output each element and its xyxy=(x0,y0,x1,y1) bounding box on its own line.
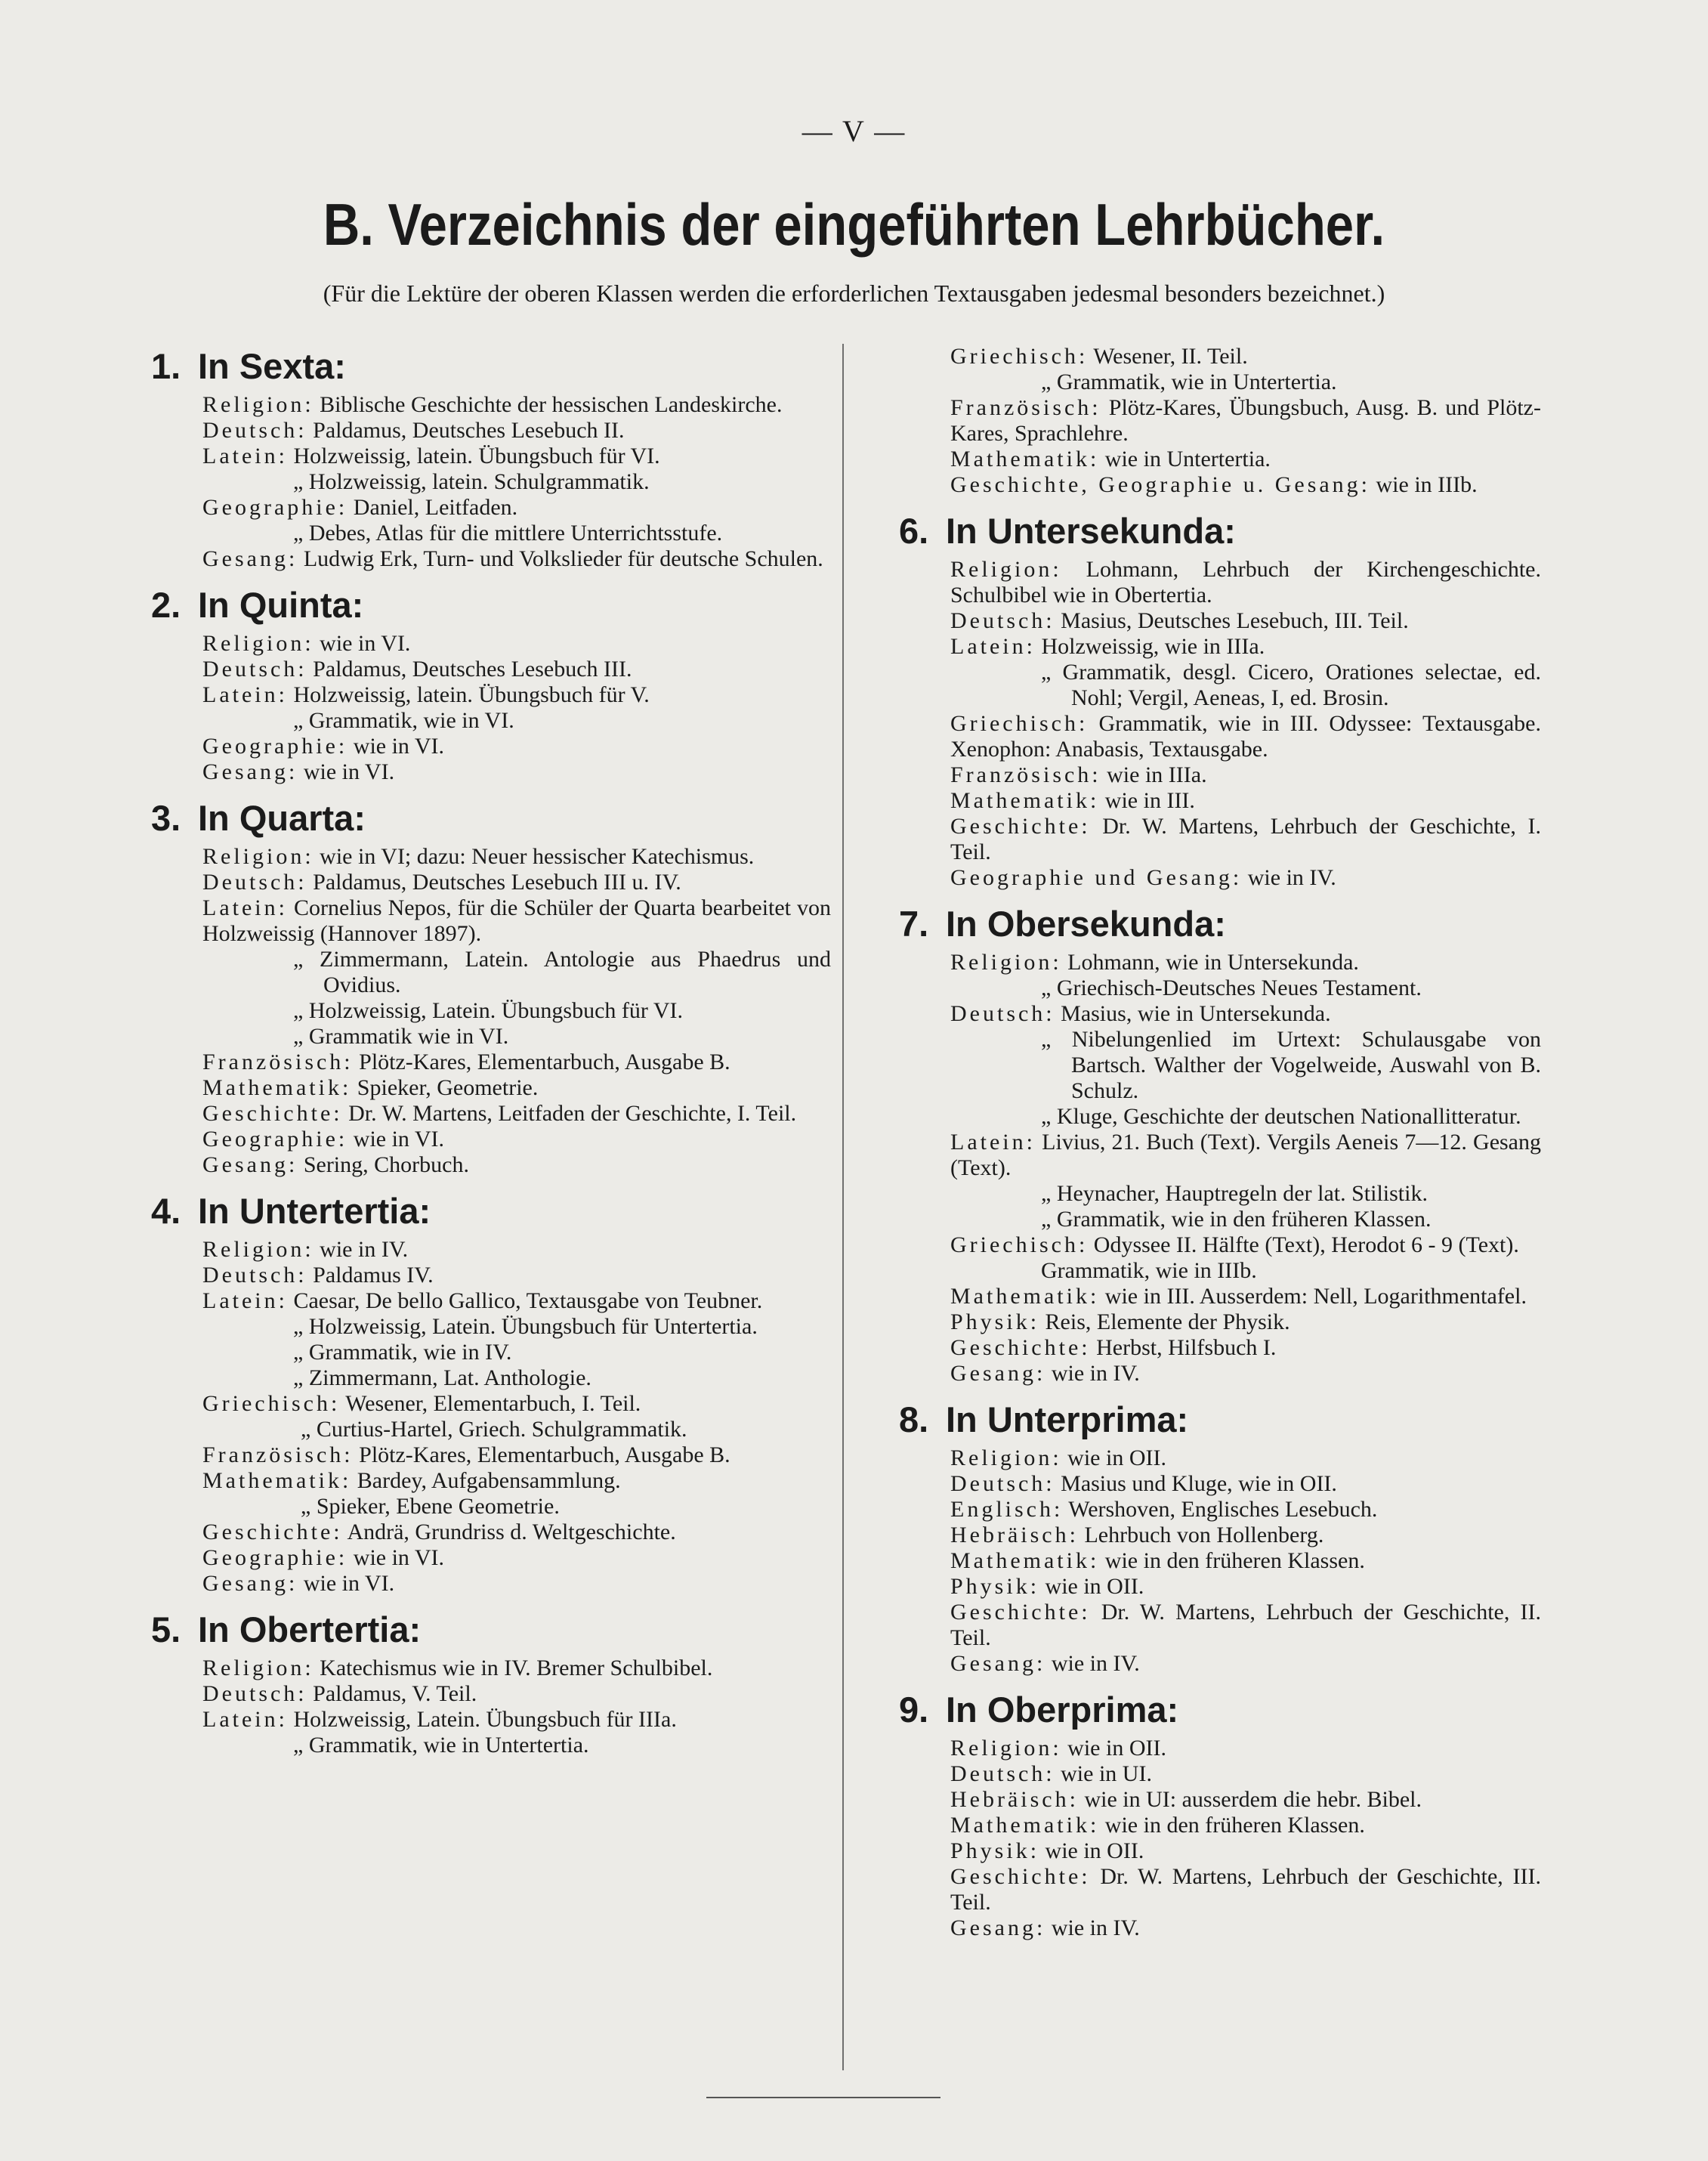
textbook-text: wie in IIIb. xyxy=(1370,472,1478,497)
textbook-text: wie in IV. xyxy=(1045,1651,1140,1676)
textbook-entry xyxy=(202,1468,831,1494)
textbook-text: „ Griechisch-Deutsches Neues Testament. xyxy=(1041,975,1422,1000)
section-number: 6. xyxy=(899,511,929,551)
textbook-entry xyxy=(202,895,831,947)
textbook-text: Cornelius Nepos, für die Schüler der Quarta bearbeitet von Holzweissig (Hannover 1897). xyxy=(202,895,831,946)
subject-label: Religion: xyxy=(202,844,314,869)
textbook-text: wie in OII. xyxy=(1061,1445,1166,1470)
subject-label: Religion: xyxy=(950,557,1062,582)
subject-label: Griechisch: xyxy=(950,344,1089,369)
textbook-entry xyxy=(202,682,831,708)
section-title: In Oberprima: xyxy=(946,1690,1179,1730)
subject-label: Geschichte: xyxy=(950,814,1091,839)
textbook-entry xyxy=(202,418,831,444)
class-section xyxy=(899,509,1541,891)
textbook-entry xyxy=(202,1288,831,1314)
class-section xyxy=(899,1687,1541,1941)
textbook-entry xyxy=(950,1130,1541,1181)
textbook-text: Dr. W. Martens, Lehrbuch der Geschichte, I. Teil. xyxy=(950,814,1541,864)
textbook-text: Holzweissig, latein. Übungsbuch für V. xyxy=(287,682,650,707)
textbook-entry xyxy=(950,762,1541,788)
textbook-text: Paldamus IV. xyxy=(307,1263,434,1288)
textbook-text: wie in OII. xyxy=(1039,1574,1144,1599)
subject-label: Physik: xyxy=(950,1309,1040,1334)
textbook-text: „ Grammatik wie in VI. xyxy=(293,1024,509,1049)
section-heading xyxy=(899,509,1541,554)
textbook-entry xyxy=(950,1181,1541,1207)
textbook-text: Herbst, Hilfsbuch I. xyxy=(1090,1335,1277,1360)
textbook-text: „ Grammatik, wie in Untertertia. xyxy=(1041,369,1337,394)
textbook-text: „ Grammatik, wie in VI. xyxy=(293,708,514,733)
textbook-entry xyxy=(950,1813,1541,1838)
textbook-entry xyxy=(950,369,1541,395)
textbook-text: Spieker, Geometrie. xyxy=(351,1075,539,1100)
textbook-entry xyxy=(950,1471,1541,1497)
subject-label: Mathematik: xyxy=(202,1468,352,1493)
subject-label: Mathematik: xyxy=(202,1075,352,1100)
textbook-entry xyxy=(950,1548,1541,1574)
class-section xyxy=(151,344,831,572)
section-title: In Untersekunda: xyxy=(946,511,1236,551)
textbook-entry xyxy=(950,608,1541,634)
column-divider xyxy=(842,344,844,2070)
textbook-entry xyxy=(202,998,831,1024)
textbook-entry xyxy=(950,1497,1541,1523)
subject-label: Französisch: xyxy=(202,1442,354,1467)
textbook-text: „ Nibelungenlied im Urtext: Schulausgabe von Bartsch. Walther der Vogelweide, Auswahl von B. Schulz. xyxy=(1041,1027,1541,1103)
subject-label: Religion: xyxy=(202,631,314,656)
textbook-entry xyxy=(950,1445,1541,1471)
textbook-entry xyxy=(202,1681,831,1707)
textbook-text: „ Holzweissig, Latein. Übungsbuch für VI. xyxy=(293,998,684,1023)
subject-label: Gesang: xyxy=(950,1361,1046,1386)
textbook-text: wie in Untertertia. xyxy=(1099,447,1271,471)
textbook-entry xyxy=(202,759,831,785)
textbook-text: „ Grammatik, wie in den früheren Klassen. xyxy=(1041,1207,1432,1232)
textbook-entry xyxy=(202,1263,831,1288)
textbook-list xyxy=(151,1237,831,1597)
textbook-entry xyxy=(202,1075,831,1101)
textbook-entry xyxy=(202,1707,831,1733)
textbook-list xyxy=(151,844,831,1178)
textbook-entry xyxy=(202,734,831,759)
textbook-entry xyxy=(950,1523,1541,1548)
textbook-text: „ Zimmermann, Lat. Anthologie. xyxy=(293,1365,591,1390)
textbook-text: wie in IV. xyxy=(1242,865,1336,890)
textbook-list xyxy=(899,950,1541,1387)
textbook-text: Grammatik, wie in IIIb. xyxy=(1041,1258,1257,1283)
section-heading xyxy=(899,901,1541,947)
textbook-list xyxy=(151,392,831,572)
section-title: In Sexta: xyxy=(198,346,346,386)
textbook-entry xyxy=(950,1361,1541,1387)
textbook-entry xyxy=(950,1915,1541,1941)
textbook-list xyxy=(899,344,1541,498)
class-section xyxy=(899,1397,1541,1677)
textbook-text: Grammatik, wie in III. Odyssee: Textausgabe. Xenophon: Anabasis, Textausgabe. xyxy=(950,711,1541,762)
section-title: In Obertertia: xyxy=(198,1609,422,1649)
subject-label: Deutsch: xyxy=(950,1471,1055,1496)
textbook-text: wie in VI; dazu: Neuer hessischer Katechismus. xyxy=(313,844,755,869)
subject-label: Mathematik: xyxy=(950,1548,1100,1573)
textbook-entry xyxy=(950,865,1541,891)
section-number: 1. xyxy=(151,346,181,386)
textbook-text: Plötz-Kares, Übungsbuch, Ausg. B. und Plötz-Kares, Sprachlehre. xyxy=(950,395,1541,446)
textbook-entry xyxy=(202,1024,831,1050)
section-heading xyxy=(899,1687,1541,1733)
subject-label: Religion: xyxy=(950,1736,1062,1761)
subject-label: Geschichte: xyxy=(950,1600,1091,1625)
textbook-text: Odyssee II. Hälfte (Text), Herodot 6 - 9 (Text). xyxy=(1088,1232,1519,1257)
left-column xyxy=(151,344,831,1769)
textbook-text: wie in III. Ausserdem: Nell, Logarithmentafel. xyxy=(1099,1284,1527,1309)
textbook-entry xyxy=(950,1258,1541,1284)
subject-label: Geographie: xyxy=(202,495,348,520)
section-title: In Unterprima: xyxy=(946,1399,1189,1439)
subject-label: Geschichte: xyxy=(950,1335,1091,1360)
textbook-text: wie in den früheren Klassen. xyxy=(1099,1813,1365,1838)
section-heading xyxy=(151,1607,831,1652)
subject-label: Geographie: xyxy=(202,1545,348,1570)
textbook-entry xyxy=(950,660,1541,711)
textbook-entry xyxy=(202,631,831,657)
section-heading xyxy=(899,1397,1541,1442)
subject-label: Deutsch: xyxy=(202,1263,307,1288)
textbook-entry xyxy=(950,1864,1541,1915)
textbook-entry xyxy=(202,1442,831,1468)
subject-label: Französisch: xyxy=(950,762,1101,787)
section-title: In Quinta: xyxy=(198,585,364,625)
textbook-text: wie in VI. xyxy=(313,631,411,656)
subject-label: Religion: xyxy=(950,950,1062,975)
textbook-text: Dr. W. Martens, Lehrbuch der Geschichte, III. Teil. xyxy=(950,1864,1541,1915)
textbook-text: Holzweissig, Latein. Übungsbuch für IIIa. xyxy=(287,1707,677,1732)
textbook-entry xyxy=(950,472,1541,498)
subject-label: Geographie: xyxy=(202,734,348,759)
class-section xyxy=(151,1189,831,1597)
subject-label: Deutsch: xyxy=(202,657,307,682)
subject-label: Griechisch: xyxy=(202,1391,341,1416)
textbook-text: wie in UI. xyxy=(1055,1761,1152,1786)
textbook-text: Dr. W. Martens, Leitfaden der Geschichte, I. Teil. xyxy=(342,1101,797,1126)
textbook-list xyxy=(899,557,1541,891)
textbook-entry xyxy=(202,1340,831,1365)
subject-label: Gesang: xyxy=(202,546,298,571)
textbook-list xyxy=(899,1736,1541,1941)
textbook-text: Holzweissig, latein. Übungsbuch für VI. xyxy=(287,444,660,468)
textbook-entry xyxy=(950,1736,1541,1761)
textbook-entry xyxy=(202,1050,831,1075)
right-column xyxy=(899,344,1541,1952)
class-section xyxy=(899,901,1541,1387)
subject-label: Englisch: xyxy=(950,1497,1064,1522)
textbook-entry xyxy=(202,469,831,495)
subject-label: Hebräisch: xyxy=(950,1787,1079,1812)
textbook-entry xyxy=(202,844,831,870)
textbook-entry xyxy=(950,1600,1541,1651)
textbook-text: „ Grammatik, desgl. Cicero, Orationes selectae, ed. Nohl; Vergil, Aeneas, I, ed. Brosin. xyxy=(1041,660,1541,710)
textbook-text: Andrä, Grundriss d. Weltgeschichte. xyxy=(342,1520,676,1544)
textbook-text: „ Spieker, Ebene Geometrie. xyxy=(301,1494,560,1519)
subject-label: Geschichte: xyxy=(950,1864,1091,1889)
subject-label: Latein: xyxy=(950,634,1036,659)
textbook-text: Paldamus, V. Teil. xyxy=(307,1681,477,1706)
subject-label: Gesang: xyxy=(202,1152,298,1177)
subject-label: Religion: xyxy=(950,1445,1062,1470)
textbook-entry xyxy=(950,1207,1541,1232)
class-section xyxy=(151,796,831,1178)
section-number: 9. xyxy=(899,1690,929,1730)
textbook-text: Paldamus, Deutsches Lesebuch II. xyxy=(307,418,625,443)
textbook-entry xyxy=(950,975,1541,1001)
textbook-text: Plötz-Kares, Elementarbuch, Ausgabe B. xyxy=(353,1442,730,1467)
subject-label: Latein: xyxy=(202,895,288,920)
document-subtitle: (Für die Lektüre der oberen Klassen werden die erforderlichen Textausgaben jedesmal besonders bezeichnet.) xyxy=(323,280,1385,307)
textbook-entry xyxy=(950,1104,1541,1130)
section-number: 7. xyxy=(899,904,929,944)
textbook-text: wie in VI. xyxy=(347,1127,445,1152)
textbook-text: wie in VI. xyxy=(347,734,445,759)
subject-label: Deutsch: xyxy=(202,418,307,443)
textbook-entry xyxy=(950,1232,1541,1258)
textbook-entry xyxy=(202,1101,831,1127)
subject-label: Gesang: xyxy=(202,759,298,784)
textbook-text: „ Grammatik, wie in IV. xyxy=(293,1340,512,1365)
subject-label: Latein: xyxy=(202,1288,288,1313)
textbook-entry xyxy=(202,870,831,895)
textbook-entry xyxy=(950,447,1541,472)
subject-label: Latein: xyxy=(202,682,288,707)
textbook-entry xyxy=(950,1309,1541,1335)
textbook-list xyxy=(151,1656,831,1758)
textbook-text: Reis, Elemente der Physik. xyxy=(1039,1309,1290,1334)
textbook-text: wie in IIIa. xyxy=(1101,762,1207,787)
subject-label: Deutsch: xyxy=(950,1001,1055,1026)
textbook-entry xyxy=(950,344,1541,369)
textbook-entry xyxy=(950,1284,1541,1309)
textbook-entry xyxy=(202,657,831,682)
subject-label: Griechisch: xyxy=(950,1232,1089,1257)
textbook-text: wie in VI. xyxy=(347,1545,445,1570)
textbook-text: Bardey, Aufgabensammlung. xyxy=(351,1468,621,1493)
textbook-entry xyxy=(202,1314,831,1340)
textbook-entry xyxy=(950,1838,1541,1864)
document-title: B. Verzeichnis der eingeführten Lehrbücher. xyxy=(323,191,1385,258)
textbook-entry xyxy=(950,557,1541,608)
textbook-entry xyxy=(950,395,1541,447)
class-section xyxy=(151,1607,831,1758)
subject-label: Gesang: xyxy=(950,1651,1046,1676)
textbook-entry xyxy=(202,1545,831,1571)
subject-label: Deutsch: xyxy=(950,608,1055,633)
textbook-entry xyxy=(950,1027,1541,1104)
subject-label: Hebräisch: xyxy=(950,1523,1079,1547)
textbook-text: Wesener, II. Teil. xyxy=(1088,344,1248,369)
subject-label: Physik: xyxy=(950,1838,1040,1863)
textbook-entry xyxy=(202,1494,831,1520)
textbook-list xyxy=(151,631,831,785)
textbook-entry xyxy=(202,1520,831,1545)
subject-label: Geschichte, Geographie u. Gesang: xyxy=(950,472,1371,497)
subject-label: Latein: xyxy=(950,1130,1036,1155)
textbook-entry xyxy=(950,1651,1541,1677)
textbook-list xyxy=(899,1445,1541,1677)
textbook-entry xyxy=(950,950,1541,975)
textbook-text: Dr. W. Martens, Lehrbuch der Geschichte, II. Teil. xyxy=(950,1600,1541,1650)
textbook-entry xyxy=(202,1365,831,1391)
textbook-entry xyxy=(950,1787,1541,1813)
textbook-entry xyxy=(202,1152,831,1178)
textbook-text: „ Grammatik, wie in Untertertia. xyxy=(293,1733,589,1758)
textbook-text: Paldamus, Deutsches Lesebuch III. xyxy=(307,657,632,682)
subject-label: Latein: xyxy=(202,444,288,468)
subject-label: Mathematik: xyxy=(950,447,1100,471)
section-title: In Untertertia: xyxy=(198,1191,431,1231)
textbook-entry xyxy=(202,1571,831,1597)
subject-label: Französisch: xyxy=(202,1050,354,1074)
textbook-entry xyxy=(202,1237,831,1263)
subject-label: Mathematik: xyxy=(950,788,1100,813)
textbook-text: „ Holzweissig, Latein. Übungsbuch für Untertertia. xyxy=(293,1314,758,1339)
textbook-text: Katechismus wie in IV. Bremer Schulbibel. xyxy=(313,1656,713,1680)
class-section xyxy=(151,583,831,785)
textbook-text: wie in VI. xyxy=(298,759,395,784)
textbook-text: Biblische Geschichte der hessischen Landeskirche. xyxy=(313,392,783,417)
section-title: In Quarta: xyxy=(198,798,366,838)
section-number: 3. xyxy=(151,798,181,838)
textbook-entry xyxy=(950,788,1541,814)
textbook-text: Lohmann, wie in Untersekunda. xyxy=(1061,950,1359,975)
textbook-text: Masius, Deutsches Lesebuch, III. Teil. xyxy=(1055,608,1409,633)
textbook-text: Wesener, Elementarbuch, I. Teil. xyxy=(340,1391,641,1416)
section-title: In Obersekunda: xyxy=(946,904,1226,944)
textbook-entry xyxy=(950,634,1541,660)
section-number: 4. xyxy=(151,1191,181,1231)
textbook-text: Ludwig Erk, Turn- und Volkslieder für deutsche Schulen. xyxy=(298,546,823,571)
textbook-text: „ Zimmermann, Latein. Antologie aus Phaedrus und Ovidius. xyxy=(293,947,831,997)
textbook-entry xyxy=(202,392,831,418)
textbook-text: „ Heynacher, Hauptregeln der lat. Stilistik. xyxy=(1041,1181,1428,1206)
textbook-entry xyxy=(202,444,831,469)
subject-label: Griechisch: xyxy=(950,711,1089,736)
section-heading xyxy=(151,344,831,389)
textbook-text: Lohmann, Lehrbuch der Kirchengeschichte. Schulbibel wie in Obertertia. xyxy=(950,557,1541,607)
section-heading xyxy=(151,796,831,841)
subject-label: Religion: xyxy=(202,1237,314,1262)
textbook-text: wie in OII. xyxy=(1039,1838,1144,1863)
textbook-text: wie in VI. xyxy=(298,1571,395,1596)
textbook-text: wie in IV. xyxy=(313,1237,409,1262)
subject-label: Gesang: xyxy=(202,1571,298,1596)
textbook-text: wie in UI: ausserdem die hebr. Bibel. xyxy=(1078,1787,1422,1812)
textbook-text: Daniel, Leitfaden. xyxy=(347,495,518,520)
textbook-entry xyxy=(202,1391,831,1417)
textbook-entry xyxy=(202,1127,831,1152)
textbook-entry xyxy=(202,708,831,734)
subject-label: Religion: xyxy=(202,392,314,417)
textbook-text: „ Debes, Atlas für die mittlere Unterrichtsstufe. xyxy=(293,521,723,546)
textbook-entry xyxy=(950,711,1541,762)
subject-label: Geschichte: xyxy=(202,1101,343,1126)
textbook-text: wie in OII. xyxy=(1061,1736,1166,1761)
textbook-entry xyxy=(202,546,831,572)
page-number: — V — xyxy=(801,114,907,148)
section-heading xyxy=(151,1189,831,1234)
textbook-entry xyxy=(202,521,831,546)
subject-label: Geschichte: xyxy=(202,1520,343,1544)
textbook-entry xyxy=(950,1761,1541,1787)
textbook-text: wie in IV. xyxy=(1045,1915,1140,1940)
textbook-text: „ Curtius-Hartel, Griech. Schulgrammatik. xyxy=(301,1417,687,1442)
textbook-entry xyxy=(202,1733,831,1758)
subject-label: Mathematik: xyxy=(950,1813,1100,1838)
section-number: 8. xyxy=(899,1399,929,1439)
textbook-entry xyxy=(202,947,831,998)
textbook-text: Sering, Chorbuch. xyxy=(298,1152,469,1177)
textbook-entry xyxy=(950,1001,1541,1027)
subject-label: Latein: xyxy=(202,1707,288,1732)
textbook-text: Paldamus, Deutsches Lesebuch III u. IV. xyxy=(307,870,681,895)
subject-label: Französisch: xyxy=(950,395,1101,420)
subject-label: Mathematik: xyxy=(950,1284,1100,1309)
section-number: 5. xyxy=(151,1609,181,1649)
textbook-text: Wershoven, Englisches Lesebuch. xyxy=(1063,1497,1378,1522)
textbook-entry xyxy=(202,1417,831,1442)
textbook-entry xyxy=(950,1574,1541,1600)
footer-rule xyxy=(706,2097,940,2098)
subject-label: Gesang: xyxy=(950,1915,1046,1940)
class-section xyxy=(899,344,1541,498)
subject-label: Deutsch: xyxy=(950,1761,1055,1786)
textbook-entry xyxy=(202,495,831,521)
textbook-text: wie in III. xyxy=(1099,788,1195,813)
section-number: 2. xyxy=(151,585,181,625)
textbook-text: Masius und Kluge, wie in OII. xyxy=(1055,1471,1337,1496)
subject-label: Geographie: xyxy=(202,1127,348,1152)
textbook-text: Livius, 21. Buch (Text). Vergils Aeneis 7—12. Gesang (Text). xyxy=(950,1130,1541,1180)
subject-label: Physik: xyxy=(950,1574,1040,1599)
textbook-text: wie in IV. xyxy=(1045,1361,1140,1386)
section-heading xyxy=(151,583,831,628)
textbook-text: „ Holzweissig, latein. Schulgrammatik. xyxy=(293,469,650,494)
textbook-entry xyxy=(950,1335,1541,1361)
textbook-entry xyxy=(950,814,1541,865)
textbook-text: wie in den früheren Klassen. xyxy=(1099,1548,1365,1573)
textbook-text: „ Kluge, Geschichte der deutschen Nationallitteratur. xyxy=(1041,1104,1521,1129)
textbook-text: Caesar, De bello Gallico, Textausgabe von Teubner. xyxy=(287,1288,763,1313)
subject-label: Geographie und Gesang: xyxy=(950,865,1243,890)
subject-label: Deutsch: xyxy=(202,1681,307,1706)
textbook-text: Holzweissig, wie in IIIa. xyxy=(1035,634,1265,659)
subject-label: Deutsch: xyxy=(202,870,307,895)
textbook-text: Masius, wie in Untersekunda. xyxy=(1055,1001,1331,1026)
textbook-entry xyxy=(202,1656,831,1681)
textbook-text: Plötz-Kares, Elementarbuch, Ausgabe B. xyxy=(353,1050,730,1074)
textbook-text: Lehrbuch von Hollenberg. xyxy=(1078,1523,1324,1547)
subject-label: Religion: xyxy=(202,1656,314,1680)
